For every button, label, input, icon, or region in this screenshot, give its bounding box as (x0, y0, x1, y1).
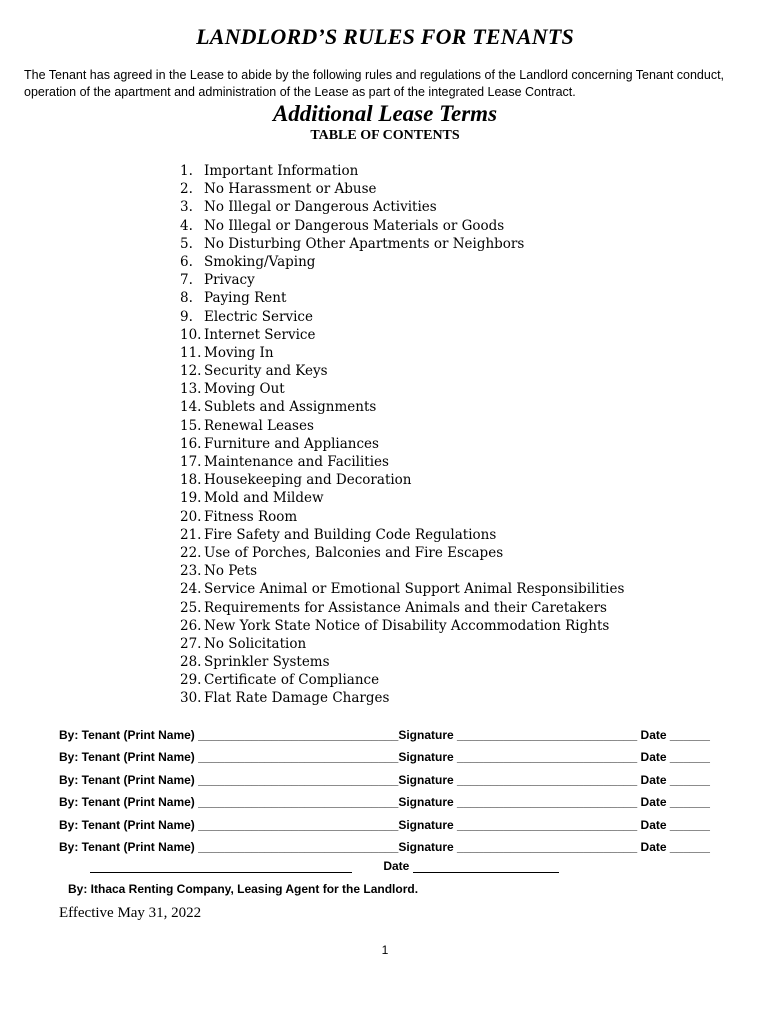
toc-item-label: Renewal Leases (204, 417, 314, 434)
toc-item (180, 253, 624, 271)
toc-item (180, 217, 624, 235)
toc-item-number: 7. (180, 272, 193, 289)
toc-item (180, 453, 624, 471)
toc-item-number: 28. (180, 654, 202, 671)
toc-item-label: Fitness Room (204, 508, 298, 525)
agent-date-line (413, 858, 559, 873)
tenant-signature-block (59, 724, 710, 858)
toc-item-number: 1. (180, 163, 193, 179)
section-subtitle: Additional Lease Terms (272, 101, 498, 126)
toc-item (180, 653, 624, 671)
toc-item (180, 671, 624, 689)
toc-item-number: 10. (180, 326, 202, 343)
toc-item (180, 417, 624, 435)
toc-item-number: 19. (180, 490, 202, 507)
toc-item-label: Fire Safety and Building Code Regulations (204, 526, 497, 543)
toc-item-label: No Disturbing Other Apartments or Neighbors (204, 235, 525, 252)
toc-item-number: 20. (180, 508, 202, 525)
toc-item-number: 29. (180, 672, 202, 689)
toc-item (180, 362, 624, 380)
table-of-contents (180, 162, 624, 708)
toc-item-label: Housekeeping and Decoration (204, 472, 412, 489)
toc-heading: TABLE OF CONTENTS (310, 128, 460, 143)
agent-signature-line (90, 858, 352, 873)
toc-item-label: Flat Rate Damage Charges (204, 690, 390, 707)
toc-item-number: 14. (180, 399, 202, 416)
toc-item-number: 24. (180, 581, 202, 598)
toc-item (180, 180, 624, 198)
toc-item (180, 635, 624, 653)
toc-item-number: 2. (180, 181, 193, 198)
page-number: 1 (381, 943, 389, 957)
toc-item-label: Important Information (204, 163, 359, 179)
toc-item (180, 398, 624, 416)
toc-item-label: No Illegal or Dangerous Materials or Goods (204, 217, 505, 234)
toc-item-number: 22. (180, 544, 202, 561)
toc-item (180, 162, 624, 180)
toc-item (180, 599, 624, 617)
toc-item-number: 21. (180, 526, 202, 543)
tenant-signature-row[interactable]: By: Tenant (Print Name) ______________________________Signature ___________________________ Date ______ (59, 839, 710, 854)
toc-item (180, 289, 624, 307)
tenant-signature-row[interactable]: By: Tenant (Print Name) ______________________________Signature ___________________________ Date ______ (59, 772, 710, 787)
toc-item-label: Moving In (204, 344, 274, 361)
document-title: LANDLORD’S RULES FOR TENANTS (196, 24, 574, 49)
toc-item (180, 235, 624, 253)
toc-item-label: Sublets and Assignments (204, 399, 377, 416)
toc-item-number: 12. (180, 363, 202, 380)
toc-item-number: 8. (180, 290, 193, 307)
tenant-signature-row[interactable]: By: Tenant (Print Name) ______________________________Signature ___________________________ Date ______ (59, 728, 710, 742)
toc-item (180, 508, 624, 526)
toc-item-number: 13. (180, 381, 202, 398)
toc-item-label: Maintenance and Facilities (204, 454, 389, 470)
toc-item-label: Use of Porches, Balconies and Fire Escapes (204, 544, 504, 561)
toc-item-number: 16. (180, 435, 202, 452)
toc-item (180, 344, 624, 362)
toc-item-label: Security and Keys (204, 363, 328, 380)
toc-item-number: 27. (180, 635, 202, 652)
toc-item-label: Internet Service (204, 326, 316, 343)
toc-item-number: 30. (180, 690, 202, 707)
toc-item-label: No Illegal or Dangerous Activities (204, 199, 437, 216)
agent-date-label: Date (383, 859, 410, 873)
toc-item (180, 308, 624, 326)
toc-item-number: 9. (180, 308, 193, 325)
toc-item (180, 380, 624, 398)
toc-item-label: Mold and Mildew (204, 490, 324, 507)
toc-item-number: 23. (180, 563, 202, 580)
toc-item-label: Furniture and Appliances (204, 435, 379, 452)
tenant-signature-row[interactable]: By: Tenant (Print Name) ______________________________Signature ___________________________ Date ______ (59, 817, 710, 832)
toc-item-label: Smoking/Vaping (204, 253, 316, 270)
toc-item (180, 562, 624, 580)
toc-item-label: Privacy (204, 272, 255, 289)
toc-item-label: Certificate of Compliance (204, 672, 380, 689)
toc-item (180, 580, 624, 598)
toc-item (180, 326, 624, 344)
toc-item (180, 471, 624, 489)
toc-item (180, 435, 624, 453)
toc-item (180, 544, 624, 562)
toc-item-number: 18. (180, 472, 202, 489)
toc-item-label: Service Animal or Emotional Support Animal Responsibilities (204, 581, 625, 598)
toc-item-label: Moving Out (204, 381, 285, 398)
toc-item (180, 526, 624, 544)
toc-item-number: 6. (180, 253, 193, 270)
toc-item-label: No Solicitation (204, 635, 307, 652)
toc-item-label: Electric Service (204, 308, 313, 325)
effective-date: Effective May 31, 2022 (59, 905, 202, 921)
intro-paragraph: The Tenant has agreed in the Lease to abide by the following rules and regulations of the Landlord concerning Tenant conduct, operation of the apartment and administration of the Lease as part of the integrated Lease Contract. (24, 68, 725, 99)
toc-item-label: No Harassment or Abuse (204, 181, 377, 198)
toc-item-label: Paying Rent (204, 290, 287, 307)
agent-caption: By: Ithaca Renting Company, Leasing Agent for the Landlord. (68, 882, 419, 896)
toc-item-number: 25. (180, 599, 202, 616)
toc-item-number: 26. (180, 617, 202, 634)
toc-item (180, 271, 624, 289)
toc-item (180, 689, 624, 707)
toc-item-number: 5. (180, 235, 193, 252)
toc-item-number: 17. (180, 454, 202, 470)
toc-item-label: No Pets (204, 563, 258, 580)
toc-item-label: New York State Notice of Disability Accommodation Rights (204, 617, 610, 634)
toc-item-label: Sprinkler Systems (204, 654, 330, 671)
toc-item-number: 11. (180, 344, 202, 361)
toc-item-number: 15. (180, 417, 202, 434)
toc-item (180, 489, 624, 507)
agent-signature-row (90, 858, 690, 873)
tenant-signature-row[interactable]: By: Tenant (Print Name) ______________________________Signature ___________________________ Date ______ (59, 750, 710, 765)
tenant-signature-row[interactable]: By: Tenant (Print Name) ______________________________Signature ___________________________ Date ______ (59, 795, 710, 810)
toc-item-number: 4. (180, 217, 193, 234)
toc-item (180, 198, 624, 216)
toc-item-number: 3. (180, 199, 193, 216)
toc-item-label: Requirements for Assistance Animals and their Caretakers (204, 599, 607, 616)
toc-item (180, 617, 624, 635)
